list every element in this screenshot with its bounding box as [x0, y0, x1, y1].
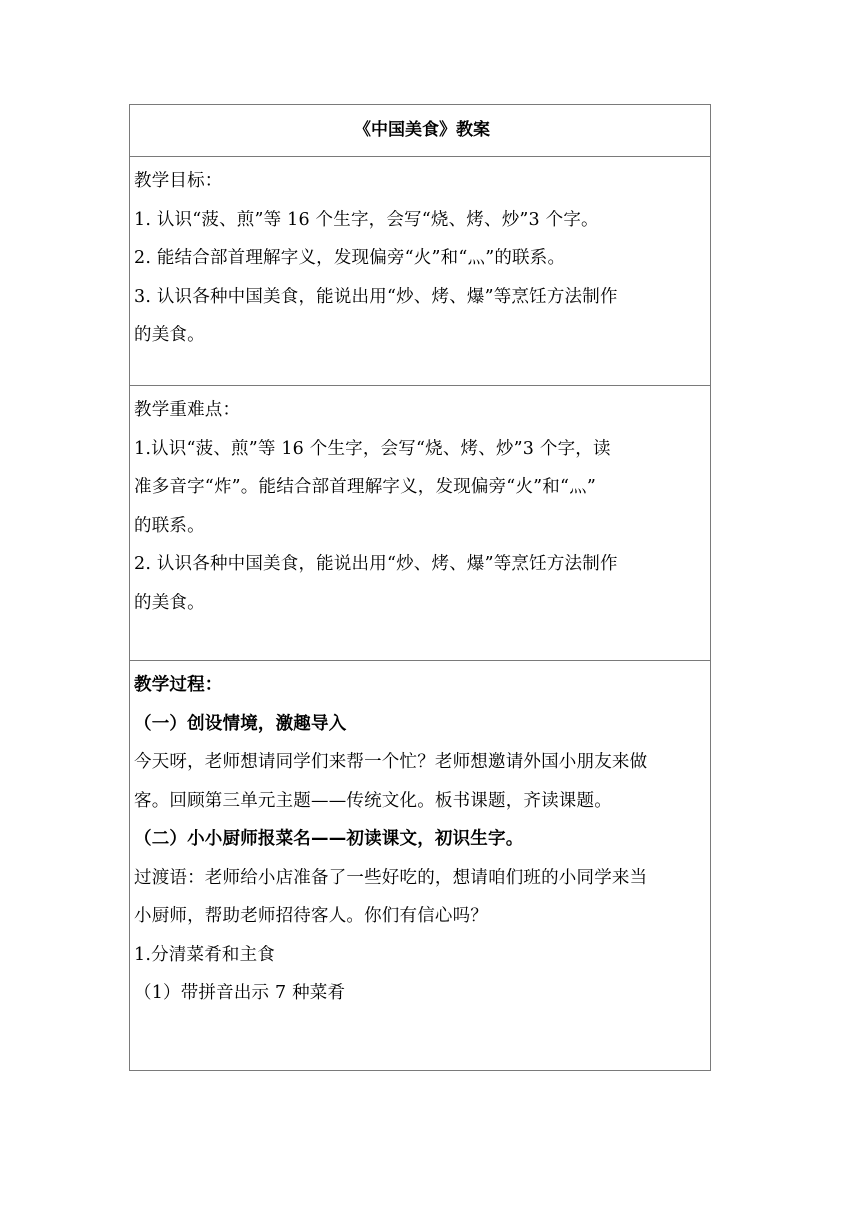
section-heading: （二）小小厨师报菜名——初读课文，初识生字。	[134, 829, 524, 849]
difficulty-line: 2. 认识各种中国美食，能说出用“炒、烤、爆”等烹饪方法制作	[134, 554, 618, 574]
objectives-heading: 教学目标：	[134, 171, 223, 191]
objective-line: 2. 能结合部首理解字义，发现偏旁“火”和“灬”的联系。	[134, 248, 566, 268]
section-heading: （一）创设情境，激趣导入	[134, 713, 347, 734]
list-item: 1.分清菜肴和主食	[134, 944, 275, 965]
document-title: 《中国美食》教案	[354, 120, 490, 140]
difficulty-line: 的联系。	[134, 515, 205, 536]
process-section	[130, 660, 710, 1070]
objective-line: 的美食。	[134, 325, 205, 345]
list-subitem: （1）带拼音出示 7 种菜肴	[134, 983, 346, 1003]
lesson-plan-table	[129, 104, 711, 1071]
paragraph-line: 客。回顾第三单元主题——传统文化。板书课题，齐读课题。	[134, 790, 612, 811]
paragraph-line: 今天呀，老师想请同学们来帮一个忙？老师想邀请外国小朋友来做	[134, 752, 648, 772]
difficulty-line: 1.认识“菠、煎”等 16 个生字，会写“烧、烤、炒”3 个字，读	[134, 438, 611, 459]
difficulty-line: 准多音字“炸”。能结合部首理解字义，发现偏旁“火”和“灬”	[134, 477, 596, 497]
paragraph-line: 小厨师，帮助老师招待客人。你们有信心吗？	[134, 906, 488, 926]
objectives-section	[130, 156, 710, 385]
objective-line: 1. 认识“菠、煎”等 16 个生字，会写“烧、烤、炒”3 个字。	[134, 209, 599, 230]
difficulties-heading: 教学重难点：	[134, 400, 241, 420]
paragraph-line: 过渡语：老师给小店准备了一些好吃的，想请咱们班的小同学来当	[134, 867, 648, 888]
process-heading: 教学过程：	[134, 675, 223, 695]
objective-line: 3. 认识各种中国美食，能说出用“炒、烤、爆”等烹饪方法制作	[134, 286, 618, 307]
difficulty-line: 的美食。	[134, 592, 205, 613]
difficulties-section	[130, 385, 710, 660]
